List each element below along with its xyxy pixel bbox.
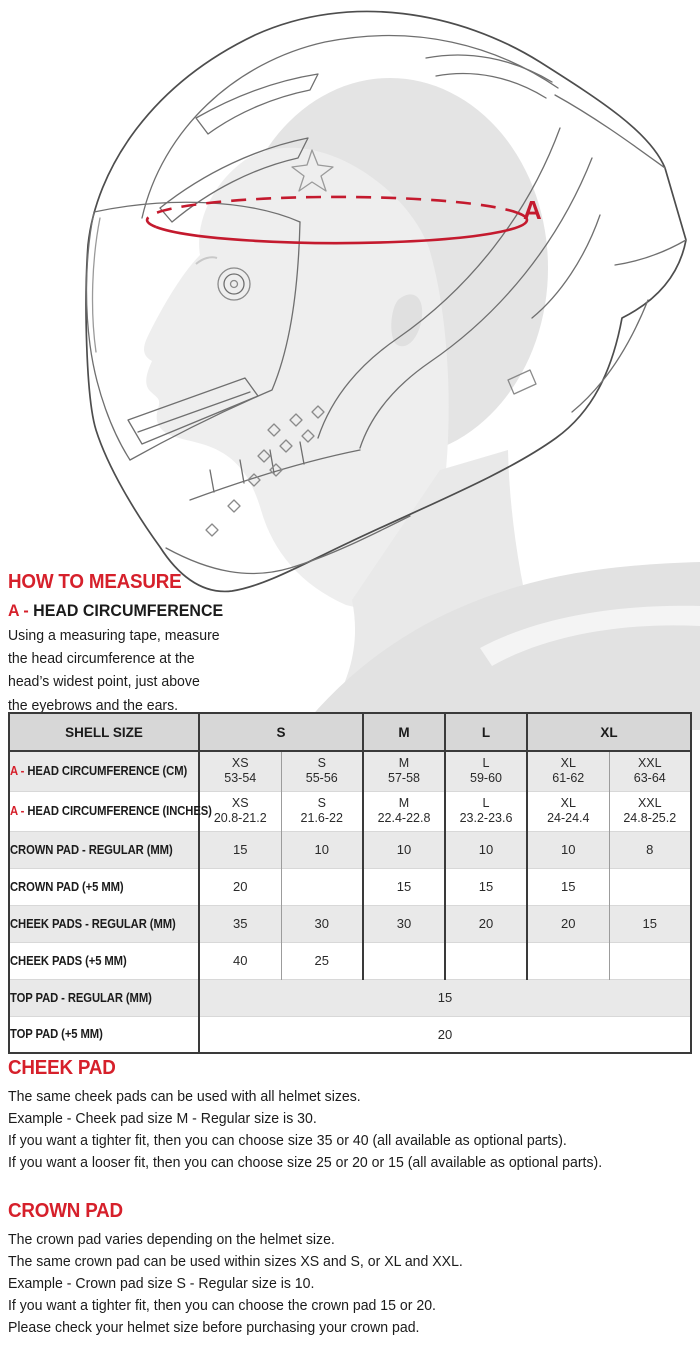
data-cell: L 23.2-23.6 [445,791,527,831]
shell-size-table [8,712,692,1054]
measure-line: Using a measuring tape, measure [8,627,220,644]
data-cell: 35 [199,905,281,942]
data-cell: XXL 63-64 [609,751,691,791]
crown-pad-title: CROWN PAD [8,1200,123,1222]
row-label: CHEEK PADS - REGULAR (MM) [9,905,199,942]
cheek-pad-line: If you want a tighter fit, then you can choose size 35 or 40 (all available as optional parts). [8,1132,567,1149]
row-label-prefix: A - [10,804,28,818]
data-cell [609,868,691,905]
data-cell: 15 [609,905,691,942]
data-cell [281,868,363,905]
measurement-label-a: A [523,195,542,225]
header-cell-shell-size: SHELL SIZE [9,713,199,751]
table-row [9,1016,691,1053]
row-label: CHEEK PADS (+5 MM) [9,942,199,979]
row-label: A - HEAD CIRCUMFERENCE (CM) [9,751,199,791]
person-silhouette [144,78,700,730]
cheek-pad-line: The same cheek pads can be used with all helmet sizes. [8,1088,361,1105]
header-cell-m: M [363,713,445,751]
table-row [9,979,691,1016]
data-cell: XS 53-54 [199,751,281,791]
crown-pad-line: Please check your helmet size before purchasing your crown pad. [8,1319,420,1336]
row-label: TOP PAD - REGULAR (MM) [9,979,199,1016]
measure-instructions [8,624,220,717]
data-cell: L 59-60 [445,751,527,791]
subtitle-text: HEAD CIRCUMFERENCE [33,601,224,620]
data-cell: 10 [445,831,527,868]
data-cell: XXL 24.8-25.2 [609,791,691,831]
data-cell-merged: 15 [199,979,691,1016]
data-cell: M 22.4-22.8 [363,791,445,831]
data-cell: 15 [199,831,281,868]
table-row [9,868,691,905]
data-cell: 20 [445,905,527,942]
data-cell: XS 20.8-21.2 [199,791,281,831]
row-label: A - HEAD CIRCUMFERENCE (INCHES) [9,791,199,831]
data-cell: 30 [281,905,363,942]
header-cell-s: S [199,713,363,751]
data-cell: 10 [281,831,363,868]
crown-pad-text [8,1229,463,1339]
row-label-prefix: A - [10,764,28,779]
measure-line: the eyebrows and the ears. [8,696,179,714]
how-to-measure-title: HOW TO MEASURE [8,571,182,593]
row-label: TOP PAD (+5 MM) [9,1016,199,1053]
data-cell: 10 [527,831,609,868]
data-cell: 10 [363,831,445,868]
header-cell-xl: XL [527,713,691,751]
table-row [9,831,691,868]
data-cell: 25 [281,942,363,979]
data-cell [609,942,691,979]
data-cell: XL 24-24.4 [527,791,609,831]
data-cell [445,942,527,979]
data-cell [527,942,609,979]
row-label: CROWN PAD - REGULAR (MM) [9,831,199,868]
table-row [9,751,691,791]
data-cell-merged: 20 [199,1016,691,1053]
data-cell: 8 [609,831,691,868]
crown-pad-line: The same crown pad can be used within sizes XS and S, or XL and XXL. [8,1253,463,1270]
cheek-pad-line: Example - Cheek pad size M - Regular size is 30. [8,1110,317,1127]
measure-line: the head circumference at the [8,650,195,668]
crown-pad-line: If you want a tighter fit, then you can choose the crown pad 15 or 20. [8,1297,436,1314]
measure-line: head’s widest point, just above [8,673,200,691]
data-cell: 40 [199,942,281,979]
table-header-row [9,713,691,751]
data-cell: 20 [199,868,281,905]
data-cell: 15 [445,868,527,905]
row-label: CROWN PAD (+5 MM) [9,868,199,905]
cheek-pad-title: CHEEK PAD [8,1057,116,1079]
table-row [9,791,691,831]
subtitle-prefix: A - [8,601,34,620]
data-cell: S 21.6-22 [281,791,363,831]
data-cell: XL 61-62 [527,751,609,791]
table-row [9,905,691,942]
head-circumference-subtitle [8,601,223,621]
cheek-pad-line: If you want a looser fit, then you can choose size 25 or 20 or 15 (all available as optional parts). [8,1154,603,1171]
data-cell: 15 [363,868,445,905]
data-cell: 15 [527,868,609,905]
header-cell-l: L [445,713,527,751]
data-cell: S 55-56 [281,751,363,791]
crown-pad-line: Example - Crown pad size S - Regular size is 10. [8,1275,315,1292]
cheek-pad-text [8,1086,602,1174]
data-cell [363,942,445,979]
crown-pad-line: The crown pad varies depending on the helmet size. [8,1231,335,1248]
data-cell: M 57-58 [363,751,445,791]
data-cell: 30 [363,905,445,942]
data-cell: 20 [527,905,609,942]
table-row [9,942,691,979]
